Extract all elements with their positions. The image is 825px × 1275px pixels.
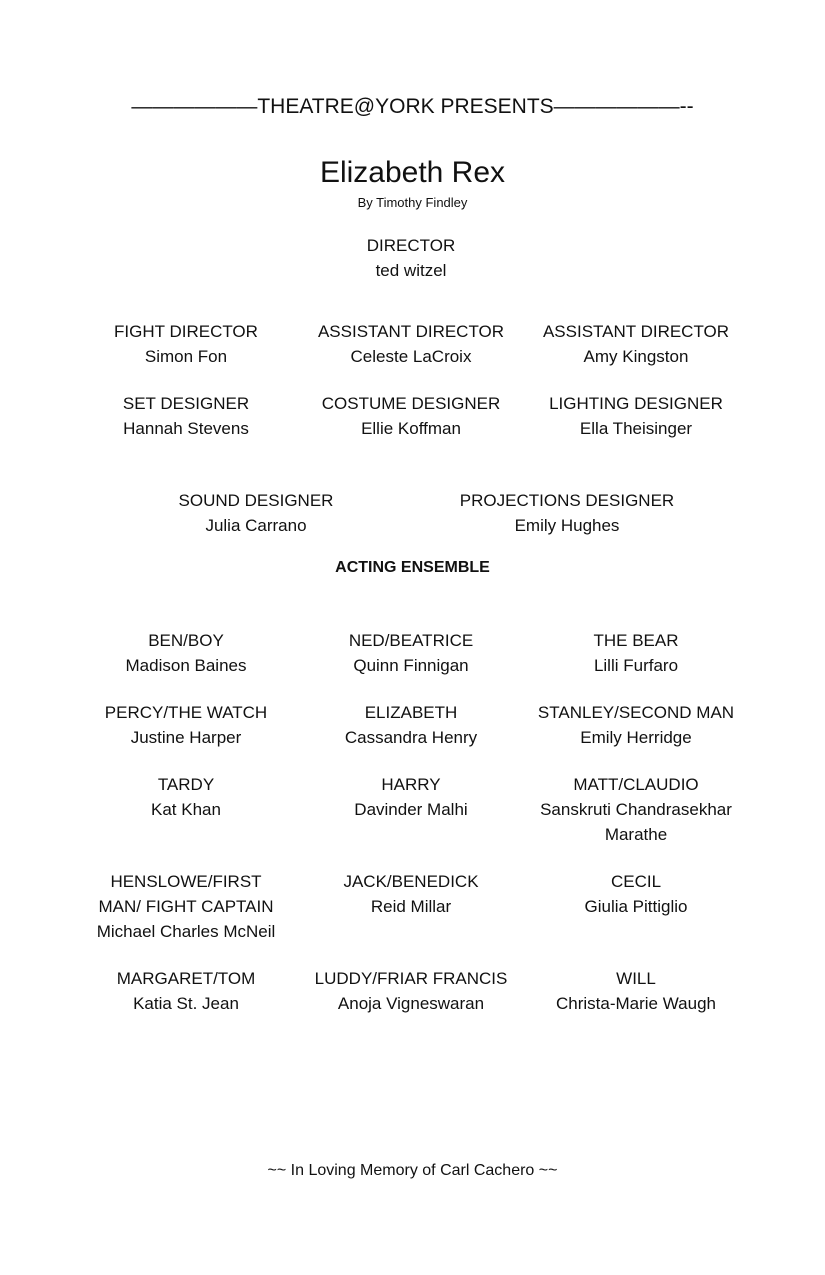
credit-role: FIGHT DIRECTOR [114, 322, 258, 341]
credit-role: MARGARET/TOM [116, 969, 256, 988]
credit-role: JACK/BENEDICK [343, 872, 479, 891]
cast-credit [291, 700, 531, 750]
crew-credit [291, 319, 531, 369]
cast-credit [66, 966, 306, 1016]
credit-role: STANLEY/SECOND MAN [537, 703, 735, 722]
crew-credit [66, 391, 306, 441]
credit-name: Julia Carrano [205, 516, 307, 535]
credit-name: Celeste LaCroix [350, 347, 472, 366]
cast-credit [291, 772, 531, 822]
credit-name: ted witzel [375, 261, 447, 280]
crew-credit [291, 391, 531, 441]
credit-name: Sanskruti Chandrasekhar Marathe [540, 800, 732, 844]
credit-role: HENSLOWE/FIRST MAN/ FIGHT CAPTAIN [98, 872, 274, 916]
play-title: Elizabeth Rex [319, 156, 506, 189]
crew-credit [516, 391, 756, 441]
credit-name: Katia St. Jean [133, 994, 239, 1013]
crew-credit [447, 488, 687, 538]
credit-role: TARDY [157, 775, 215, 794]
credit-role: CECIL [610, 872, 662, 891]
credit-name: Amy Kingston [583, 347, 689, 366]
playwright-byline: By Timothy Findley [357, 195, 468, 210]
credit-role: LUDDY/FRIAR FRANCIS [314, 969, 508, 988]
credit-name: Reid Millar [370, 897, 452, 916]
credit-name: Davinder Malhi [354, 800, 468, 819]
presents-header: ——————THEATRE@YORK PRESENTS——————-- [131, 95, 694, 118]
cast-credit [516, 772, 756, 847]
cast-credit [516, 628, 756, 678]
credit-name: Cassandra Henry [344, 728, 478, 747]
credit-role: BEN/BOY [148, 631, 224, 650]
credit-name: Hannah Stevens [123, 419, 249, 438]
credit-name: Anoja Vigneswaran [337, 994, 485, 1013]
crew-credit [66, 319, 306, 369]
credit-role: ASSISTANT DIRECTOR [317, 322, 505, 341]
credit-name: Ella Theisinger [579, 419, 693, 438]
credit-role: HARRY [381, 775, 441, 794]
credit-role: DIRECTOR [366, 236, 456, 255]
credit-role: LIGHTING DESIGNER [549, 394, 723, 413]
crew-credit [516, 319, 756, 369]
crew-credit [136, 488, 376, 538]
cast-credit [66, 700, 306, 750]
credit-role: COSTUME DESIGNER [321, 394, 501, 413]
credit-name: Emily Herridge [580, 728, 692, 747]
credit-role: MATT/CLAUDIO [573, 775, 699, 794]
credit-role: PROJECTIONS DESIGNER [459, 491, 675, 510]
credit-name: Madison Baines [125, 656, 247, 675]
credit-role: PERCY/THE WATCH [104, 703, 268, 722]
credit-name: Simon Fon [144, 347, 228, 366]
credit-role: SET DESIGNER [122, 394, 250, 413]
cast-credit [291, 628, 531, 678]
acting-ensemble-heading: ACTING ENSEMBLE [335, 559, 490, 576]
credit-name: Lilli Furfaro [593, 656, 679, 675]
credit-role: WILL [616, 969, 656, 988]
cast-credit [66, 628, 306, 678]
credit-role: ELIZABETH [364, 703, 458, 722]
credit-name: Giulia Pittiglio [584, 897, 688, 916]
credit-name: Ellie Koffman [361, 419, 461, 438]
credit-name: Justine Harper [130, 728, 242, 747]
memorial-dedication: ~~ In Loving Memory of Carl Cachero ~~ [267, 1162, 558, 1179]
cast-credit [516, 700, 756, 750]
director-credit [291, 233, 531, 283]
credit-role: SOUND DESIGNER [178, 491, 334, 510]
credit-role: ASSISTANT DIRECTOR [542, 322, 730, 341]
cast-credit [66, 772, 306, 822]
credit-name: Emily Hughes [514, 516, 620, 535]
credit-name: Michael Charles McNeil [96, 922, 276, 941]
cast-credit [66, 869, 306, 944]
credit-name: Quinn Finnigan [353, 656, 469, 675]
credit-role: THE BEAR [593, 631, 679, 650]
credit-name: Christa-Marie Waugh [556, 994, 716, 1013]
credit-name: Kat Khan [151, 800, 221, 819]
cast-credit [516, 966, 756, 1016]
cast-credit [516, 869, 756, 919]
cast-credit [291, 869, 531, 919]
cast-credit [291, 966, 531, 1016]
credit-role: NED/BEATRICE [348, 631, 474, 650]
